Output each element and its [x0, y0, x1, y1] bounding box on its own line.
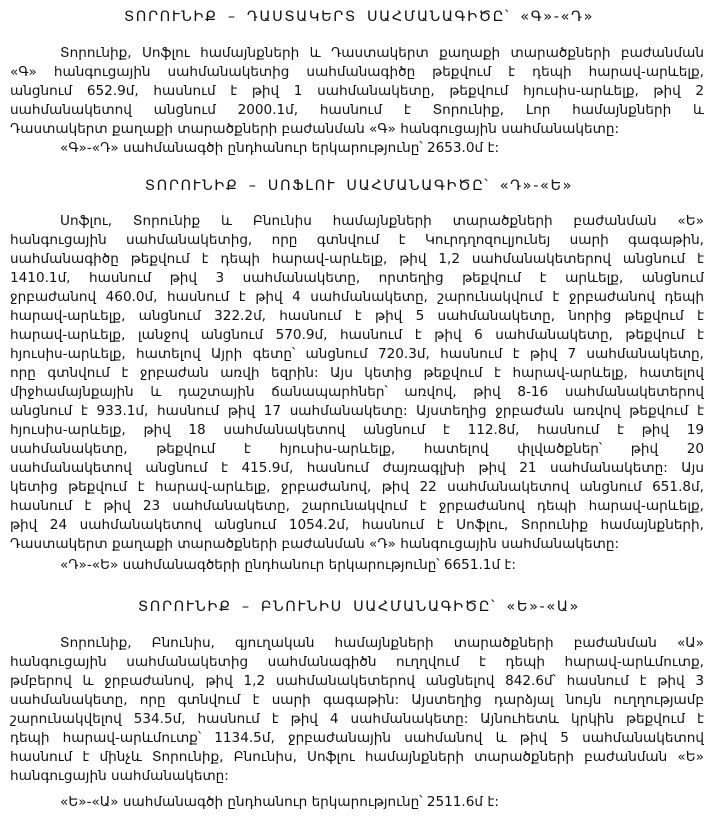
total-length-e-a: «Ե»-«Ա» սահմանագծի ընդհանուր երկարությունը՝ 2511.6մ է:	[60, 794, 499, 810]
section-title-g-d: ՏՈՐՈՒՆԻՔ – ԴԱՍՏԱԿԵՐՏ ՍԱՀՄԱՆԱԳԻԾԸ՝ «Գ»-«Դ»	[123, 9, 595, 25]
paragraph-line: հասնում է թիվ 23 սահմանակետը, շարունակվում է ջրբաժանով դեպի հարավ-արևելք,	[10, 498, 704, 514]
paragraph-line: 1410.1մ, հասնում թիվ 3 սահմանակետը, որտեղից թեքվում է արևելք, անցնում	[10, 270, 704, 286]
paragraph-line: թմբերով և ջրբաժանով, թիվ 1,2 սահմանակետերով անցնելով 842.6մ՝ հասնում է թիվ 3	[10, 673, 704, 689]
paragraph-line: հանգուցային սահմանակետից, որը գտնվում է Կուրդղոզուլյունեյ սարի գագաթին,	[10, 232, 704, 248]
section-title-d-e: ՏՈՐՈՒՆԻՔ – ՍՈՖԼՈՒ ՍԱՀՄԱՆԱԳԻԾԸ՝ «Դ»-«Ե»	[144, 178, 574, 194]
paragraph-line: հարավ-արևելք, անցնում 322.2մ, հասնում է թիվ 5 սահմանակետը, նորից թեքվում է	[10, 308, 704, 324]
paragraph-line: հյուսիս-արևելք, թիվ 18 սահմանակետով անցնում է 112.8մ, հասնում է թիվ 19	[10, 422, 704, 438]
paragraph-line: հանգուցային սահմանակետից սահմանագիծն ուղղվում է դեպի հարավ-արևմուտք,	[10, 654, 704, 670]
paragraph-line: շարունակվելով 534.5մ, հասնում է թիվ 4 սահմանակետը: Այնուհետև կրկին թեքվում է	[10, 711, 704, 727]
paragraph-line: սահմանակետը, որը գտնվում է սարի գագաթին: Այստեղից դարձյալ նույն ուղղությամբ	[10, 692, 704, 708]
paragraph-line: սահմանակետով անցնում է 415.9մ, հասնում ժայռագլխի թիվ 21 սահմանակետը: Այս	[10, 460, 704, 476]
section-paragraph-d-e	[10, 212, 704, 554]
paragraph-line: միջհամայնքային և դաշտային ճանապարհներ՝ առվով, թիվ 8-16 սահմանակետերով	[10, 384, 704, 400]
paragraph-line: հասնում է մինչև Տորունիք, Բնունիս, Սոֆլու համայնքների տարածքների բաժանման «Ե»	[10, 749, 704, 765]
section-paragraph-g-d	[10, 44, 704, 139]
paragraph-line: Սոֆլու, Տորունիք և Բնունիս համայնքների տարածքների բաժանման «Ե»	[60, 213, 704, 229]
paragraph-line: որը գտնվում է ջրբաժան առվի եզրին: Այս կետից թեքվում է հարավ-արևելք, հատելով	[10, 365, 704, 381]
paragraph-line: հանգուցային սահմանակետը:	[10, 768, 229, 784]
paragraph-line: ջրբաժանով 460.0մ, հասնում է թիվ 4 սահմանակետը, շարունակվում է ջրբաժանով դեպի	[10, 289, 704, 305]
total-length-d-e: «Դ»-«Ե» սահմանագծերի ընդհանուր երկարությունը՝ 6651.1մ է:	[60, 557, 516, 573]
paragraph-line: Դաստակերտ քաղաքի տարածքների բաժանման «Գ» հանգուցային սահմանակետը:	[10, 121, 620, 137]
paragraph-line: Տորունիք, Բնունիս, գյուղական համայնքների տարածքների բաժանման «Ա»	[60, 635, 704, 651]
paragraph-line: անցնում է 933.1մ, հասնում թիվ 17 սահմանակետը: Այստեղից ջրբաժան առվով թեքվում է	[10, 403, 704, 419]
paragraph-line: թիվ 24 սահմանակետով անցնում 1054.2մ, հասնում է Սոֆլու, Տորունիք համայնքների,	[10, 517, 704, 533]
section-title-e-a: ՏՈՐՈՒՆԻՔ – ԲՆՈՒՆԻՍ ՍԱՀՄԱՆԱԳԻԾԸ՝ «Ե»-«Ա»	[137, 599, 581, 615]
paragraph-line: սահմանագիծը թեքվում է դեպի հարավ-արևելք, թիվ 1,2 սահմանակետերով անցնում է	[10, 251, 704, 267]
paragraph-line: կետից թեքվում է հարավ-արևելք, ջրբաժանով, թիվ 22 սահմանակետով անցնում 651.8մ,	[10, 479, 704, 495]
paragraph-line: անցնում 652.9մ, հասնում է թիվ 1 սահմանակետը, թեքվում հյուսիս-արևելք, թիվ 2	[10, 83, 704, 99]
paragraph-line: հյուսիս-արևելք, հատելով Այրի գետը՝ անցնում 720.3մ, հասնում է թիվ 7 սահմանակետը,	[10, 346, 704, 362]
paragraph-line: Տորունիք, Սոֆլու համայնքների և Դաստակերտ քաղաքի տարածքների բաժանման	[60, 45, 704, 61]
section-paragraph-e-a	[10, 634, 704, 786]
paragraph-line: սահմանակետով անցնում 2000.1մ, հասնում է Տորունիք, Լոր համայնքների և	[10, 102, 704, 118]
paragraph-line: դեպի հարավ-արևմուտք՝ 1134.5մ, ջրբաժանային սահմանով և թիվ 5 սահմանակետով	[10, 730, 704, 746]
paragraph-line: հարավ-արևելք, լանջով անցնում 570.9մ, հասնում է թիվ 6 սահմանակետը, թեքվում է	[10, 327, 704, 343]
paragraph-line: «Գ» հանգուցային սահմանակետից սահմանագիծը թեքվում է դեպի հարավ-արևելք,	[10, 64, 704, 80]
paragraph-line: սահմանակետը, թեքվում է հյուսիս-արևելք, հատելով փլվածքներ՝ թիվ 20	[10, 441, 704, 457]
total-length-g-d: «Գ»-«Դ» սահմանագծի ընդհանուր երկարությունը՝ 2653.0մ է:	[60, 140, 500, 156]
paragraph-line: Դաստակերտ քաղաքի տարածքների բաժանման «Դ» հանգուցային սահմանակետը:	[10, 536, 620, 552]
